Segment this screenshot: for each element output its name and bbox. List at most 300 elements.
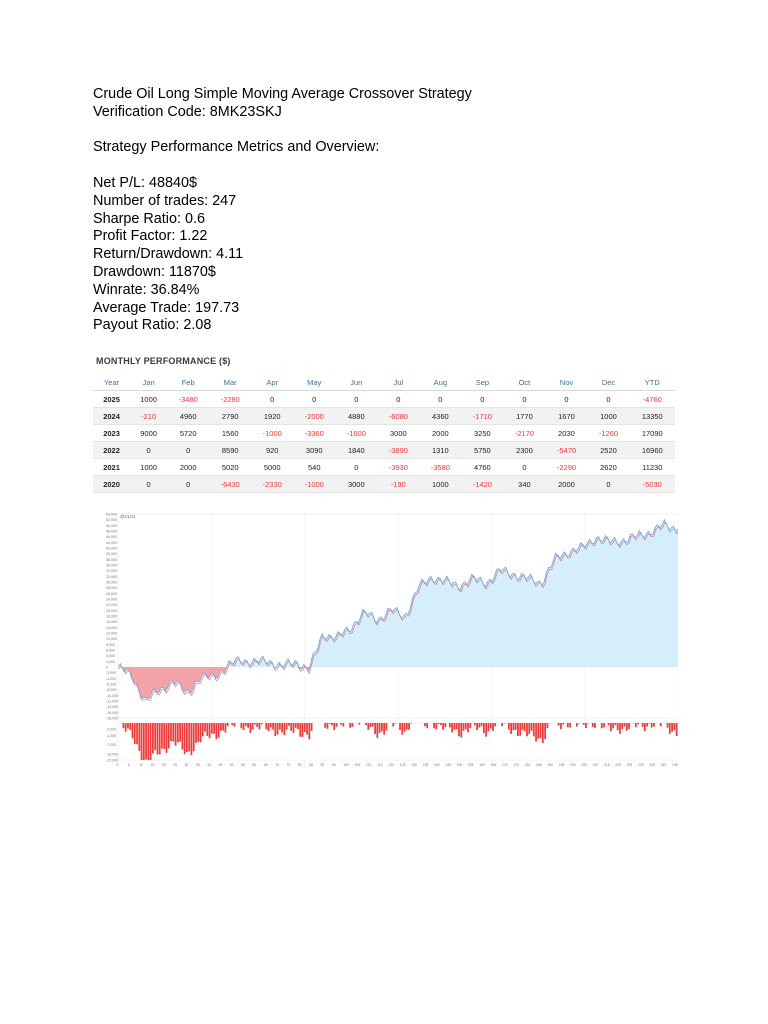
drawdown-bar	[485, 723, 487, 737]
y-tick-label: 48,000	[106, 529, 117, 534]
value-cell: 9000	[130, 425, 167, 442]
x-tick-label: 70	[275, 763, 279, 767]
value-cell: -5030	[630, 476, 676, 493]
drawdown-bar	[601, 723, 603, 728]
x-tick-label: 20	[161, 763, 166, 767]
value-cell: 1770	[503, 408, 545, 425]
drawdown-bar	[547, 723, 549, 728]
drawdown-bar	[127, 723, 129, 728]
drawdown-bar	[671, 723, 673, 732]
drawdown-bar	[374, 723, 376, 734]
value-cell: 0	[587, 391, 629, 408]
y-tick-label: 28,000	[106, 586, 117, 591]
x-tick-label: 75	[286, 763, 291, 767]
value-cell: 5000	[251, 459, 293, 476]
value-cell: -1710	[461, 408, 503, 425]
drawdown-bar	[463, 723, 465, 731]
value-cell: 0	[545, 391, 587, 408]
drawdown-bar	[125, 723, 127, 732]
y-tick-label: 6,000	[106, 648, 115, 653]
drawdown-bar	[619, 723, 621, 734]
value-cell: 4760	[461, 459, 503, 476]
drawdown-bar	[290, 723, 292, 731]
drawdown-bar	[297, 723, 299, 729]
value-cell: -1260	[587, 425, 629, 442]
x-tick-label: 140	[433, 763, 440, 767]
drawdown-bar	[376, 723, 378, 738]
y-tick-label: -6,000	[106, 682, 117, 687]
value-cell: 1310	[419, 442, 461, 459]
value-cell: 1000	[587, 408, 629, 425]
x-tick-label: 60	[252, 763, 257, 767]
value-cell: 0	[130, 442, 167, 459]
value-cell: 4360	[419, 408, 461, 425]
drawdown-bar	[465, 723, 467, 729]
drawdown-bar	[145, 723, 147, 759]
drawdown-bar	[277, 723, 279, 735]
value-cell: 1000	[419, 476, 461, 493]
drawdown-bar	[476, 723, 478, 730]
metrics-list	[93, 175, 472, 335]
value-cell: -2000	[293, 408, 335, 425]
y-tick-label: 44,000	[106, 540, 117, 545]
table-row	[93, 459, 675, 476]
column-header: Jan	[130, 374, 167, 391]
drawdown-bar	[531, 723, 533, 731]
value-cell: 2000	[167, 459, 209, 476]
drawdown-bar	[533, 723, 535, 736]
drawdown-bar	[197, 723, 199, 742]
column-header: Mar	[209, 374, 251, 391]
drawdown-bar	[426, 723, 428, 728]
drawdown-bar	[218, 723, 220, 738]
drawdown-bar	[215, 723, 217, 739]
x-tick-label: 160	[479, 763, 485, 767]
drawdown-bar	[274, 723, 276, 736]
drawdown-bar	[592, 723, 594, 727]
x-tick-label: 25	[173, 763, 177, 767]
metric-line: Payout Ratio: 2.08	[93, 317, 212, 334]
drawdown-bar	[245, 723, 247, 726]
drawdown-bar	[399, 723, 401, 730]
metric-line: Number of trades: 247	[93, 192, 237, 209]
x-tick-label: 80	[297, 763, 302, 767]
verification-code: Verification Code: 8MK23SKJ	[93, 103, 282, 120]
drawdown-bar	[157, 723, 159, 754]
value-cell: 5720	[167, 425, 209, 442]
metric-line: Return/Drawdown: 4.11	[93, 246, 244, 263]
drawdown-bar	[188, 723, 190, 751]
drawdown-bar	[143, 723, 145, 760]
x-tick-label: 100	[343, 763, 349, 767]
drawdown-bar	[406, 723, 408, 730]
y-tick-label: -18,000	[106, 716, 119, 721]
drawdown-bar	[442, 723, 444, 730]
value-cell: 1920	[251, 408, 293, 425]
drawdown-bar	[352, 723, 354, 727]
equity-drawdown-chart	[106, 510, 678, 770]
y-tick-label: 20,000	[106, 608, 117, 613]
drawdown-bar	[254, 723, 256, 724]
value-cell: -2290	[545, 459, 587, 476]
drawdown-bar	[175, 723, 177, 746]
drawdown-bar	[676, 723, 678, 736]
y-tick-label: -2,000	[106, 671, 117, 676]
value-cell: 0	[587, 476, 629, 493]
x-tick-label: 215	[603, 763, 610, 767]
drawdown-bar	[424, 723, 426, 726]
drawdown-bar	[202, 723, 204, 736]
drawdown-bar	[147, 723, 149, 760]
drawdown-bar	[408, 723, 410, 730]
drawdown-bar	[621, 723, 623, 729]
drawdown-bar	[517, 723, 519, 736]
drawdown-bar	[490, 723, 492, 728]
value-cell: -4760	[630, 391, 676, 408]
drawdown-bar	[329, 723, 331, 724]
drawdown-bar	[433, 723, 435, 728]
x-tick-label: 120	[388, 763, 395, 767]
value-cell: 2000	[419, 425, 461, 442]
value-cell: 4880	[335, 408, 377, 425]
x-tick-label: 40	[207, 763, 211, 767]
drawdown-bar	[610, 723, 612, 731]
drawdown-bar	[474, 723, 476, 725]
y-tick-label: -10,000	[106, 693, 119, 698]
drawdown-bar	[617, 723, 619, 730]
drawdown-bar	[159, 723, 161, 754]
value-cell: 0	[377, 391, 419, 408]
y-tick-label: 24,000	[106, 597, 117, 602]
drawdown-bar	[401, 723, 403, 735]
y-tick-label: 16,000	[106, 620, 117, 625]
drawdown-bar	[152, 723, 154, 753]
x-tick-label: 90	[320, 763, 325, 767]
drawdown-bar	[508, 723, 510, 729]
value-cell: 2790	[209, 408, 251, 425]
value-cell: 340	[503, 476, 545, 493]
y-tick-label: 4,000	[106, 654, 115, 659]
value-cell: 2300	[503, 442, 545, 459]
drawdown-bar	[395, 723, 397, 724]
drawdown-bar	[304, 723, 306, 732]
x-tick-label: 125	[399, 763, 406, 767]
drawdown-bar	[528, 723, 530, 734]
drawdown-bar	[270, 723, 272, 727]
y-tick-label: 36,000	[106, 563, 117, 568]
drawdown-bar	[200, 723, 202, 742]
drawdown-bar	[585, 723, 587, 728]
column-header: Feb	[167, 374, 209, 391]
drawdown-bar	[327, 723, 329, 729]
drawdown-bar	[265, 723, 267, 729]
y-tick-label: 40,000	[106, 552, 117, 557]
drawdown-bar	[451, 723, 453, 732]
x-tick-label: 150	[456, 763, 463, 767]
y-tick-label: 42,000	[106, 546, 117, 551]
drawdown-bar	[243, 723, 245, 730]
drawdown-y-tick-label: -10,000	[106, 752, 119, 757]
drawdown-bar	[349, 723, 351, 728]
x-tick-label: 10	[139, 763, 143, 767]
strategy-summary	[93, 86, 472, 335]
table-row	[93, 408, 675, 425]
value-cell: -1000	[251, 425, 293, 442]
drawdown-bar	[225, 723, 227, 733]
x-tick-label: 200	[569, 763, 576, 767]
drawdown-bar	[458, 723, 460, 736]
x-tick-label: 0	[116, 763, 119, 767]
y-tick-label: 50,000	[106, 523, 117, 528]
x-tick-label: 110	[365, 763, 372, 767]
drawdown-bar	[211, 723, 213, 734]
x-tick-label: 180	[524, 763, 531, 767]
year-cell: 2020	[93, 476, 130, 493]
drawdown-bar	[460, 723, 462, 738]
drawdown-bar	[524, 723, 526, 731]
drawdown-bar	[193, 723, 195, 751]
drawdown-bar	[336, 723, 338, 727]
drawdown-bar	[372, 723, 374, 727]
year-cell: 2025	[93, 391, 130, 408]
value-cell: 5020	[209, 459, 251, 476]
value-cell: -6430	[209, 476, 251, 493]
value-cell: -2280	[209, 391, 251, 408]
drawdown-bar	[383, 723, 385, 735]
drawdown-bar	[154, 723, 156, 750]
drawdown-bar	[129, 723, 131, 730]
drawdown-y-tick-label: -12,000	[106, 758, 119, 763]
x-tick-label: 220	[615, 763, 621, 767]
value-cell: 13350	[630, 408, 676, 425]
x-tick-label: 5	[127, 763, 130, 767]
value-cell: -3360	[293, 425, 335, 442]
value-cell: 0	[293, 391, 335, 408]
drawdown-bar	[649, 723, 651, 724]
column-header: Jun	[335, 374, 377, 391]
value-cell: -5470	[545, 442, 587, 459]
drawdown-bar	[234, 723, 236, 727]
drawdown-y-tick-label: -7,000	[106, 743, 117, 748]
x-tick-label: 230	[637, 763, 644, 767]
value-cell: 1000	[130, 391, 167, 408]
metric-line: Drawdown: 11870$	[93, 263, 216, 280]
column-header: Dec	[587, 374, 629, 391]
value-cell: 3090	[293, 442, 335, 459]
drawdown-bar	[660, 723, 662, 726]
value-cell: -1600	[335, 425, 377, 442]
drawdown-bar	[123, 723, 125, 728]
drawdown-bar	[150, 723, 152, 760]
x-tick-label: 45	[218, 763, 223, 767]
chart-series-label: @CL01	[120, 514, 136, 519]
drawdown-bar	[295, 723, 297, 728]
drawdown-bar	[134, 723, 136, 744]
y-tick-label: 26,000	[106, 591, 117, 596]
metric-line: Sharpe Ratio: 0.6	[93, 210, 205, 227]
drawdown-bar	[324, 723, 326, 728]
drawdown-bar	[501, 723, 503, 726]
value-cell: 1670	[545, 408, 587, 425]
drawdown-bar	[136, 723, 138, 744]
table-row	[93, 391, 675, 408]
y-tick-label: 8,000	[106, 642, 115, 647]
drawdown-bar	[191, 723, 193, 755]
drawdown-bar	[478, 723, 480, 728]
drawdown-bar	[481, 723, 483, 726]
drawdown-bar	[440, 723, 442, 725]
column-header: Nov	[545, 374, 587, 391]
column-header: Apr	[251, 374, 293, 391]
monthly-performance-title: MONTHLY PERFORMANCE ($)	[96, 356, 231, 366]
drawdown-bar	[342, 723, 344, 727]
value-cell: -2330	[251, 476, 293, 493]
y-tick-label: 14,000	[106, 625, 117, 630]
drawdown-bar	[379, 723, 381, 733]
equity-charts	[106, 510, 678, 770]
value-cell: -3580	[419, 459, 461, 476]
drawdown-bar	[386, 723, 388, 730]
drawdown-bar	[272, 723, 274, 730]
drawdown-bar	[172, 723, 174, 742]
x-tick-label: 15	[150, 763, 155, 767]
drawdown-y-tick-label: -4,000	[106, 733, 117, 738]
drawdown-bar	[170, 723, 172, 741]
value-cell: 16960	[630, 442, 676, 459]
drawdown-bar	[642, 723, 644, 727]
document-title: Crude Oil Long Simple Moving Average Crossover Strategy	[93, 86, 472, 102]
drawdown-bar	[669, 723, 671, 734]
drawdown-bar	[213, 723, 215, 734]
value-cell: 0	[419, 391, 461, 408]
value-cell: 0	[503, 459, 545, 476]
drawdown-bar	[653, 723, 655, 727]
value-cell: -2170	[503, 425, 545, 442]
drawdown-bar	[286, 723, 288, 730]
drawdown-bar	[240, 723, 242, 728]
drawdown-bar	[603, 723, 605, 727]
drawdown-bar	[560, 723, 562, 729]
drawdown-bar	[220, 723, 222, 731]
table-row	[93, 425, 675, 442]
drawdown-bar	[576, 723, 578, 727]
monthly-performance-table	[93, 374, 675, 493]
value-cell: 0	[335, 459, 377, 476]
metric-line: Net P/L: 48840$	[93, 174, 198, 191]
table-header-row	[93, 374, 675, 391]
year-cell: 2023	[93, 425, 130, 442]
y-tick-label: 32,000	[106, 574, 117, 579]
drawdown-bar	[519, 723, 521, 736]
drawdown-bar	[186, 723, 188, 752]
drawdown-bar	[644, 723, 646, 731]
drawdown-bar	[293, 723, 295, 733]
drawdown-bar	[612, 723, 614, 728]
x-tick-label: 185	[535, 763, 542, 767]
column-header: Aug	[419, 374, 461, 391]
value-cell: -1420	[461, 476, 503, 493]
x-tick-label: 115	[377, 763, 383, 767]
drawdown-bar	[222, 723, 224, 731]
value-cell: 17090	[630, 425, 676, 442]
drawdown-bar	[370, 723, 372, 727]
value-cell: 0	[167, 442, 209, 459]
y-tick-label: 30,000	[106, 580, 117, 585]
value-cell: 2030	[545, 425, 587, 442]
drawdown-bar	[392, 723, 394, 726]
drawdown-bar	[494, 723, 496, 726]
drawdown-bar	[161, 723, 163, 749]
x-tick-label: 240	[660, 763, 667, 767]
value-cell: 2520	[587, 442, 629, 459]
drawdown-bar	[404, 723, 406, 732]
y-tick-label: -8,000	[106, 688, 117, 693]
drawdown-bar	[132, 723, 134, 738]
metric-line: Profit Factor: 1.22	[93, 228, 208, 245]
x-tick-label: 50	[229, 763, 234, 767]
year-cell: 2022	[93, 442, 130, 459]
value-cell: 3250	[461, 425, 503, 442]
x-tick-label: 95	[331, 763, 336, 767]
drawdown-bar	[367, 723, 369, 730]
value-cell: 0	[461, 391, 503, 408]
drawdown-bar	[302, 723, 304, 737]
drawdown-bar	[542, 723, 544, 743]
x-tick-label: 175	[513, 763, 519, 767]
value-cell: 1560	[209, 425, 251, 442]
value-cell: 8590	[209, 442, 251, 459]
drawdown-bar	[381, 723, 383, 731]
column-header: Sep	[461, 374, 503, 391]
value-cell: 11230	[630, 459, 676, 476]
value-cell: -190	[377, 476, 419, 493]
drawdown-bar	[512, 723, 514, 730]
drawdown-bar	[340, 723, 342, 725]
x-tick-label: 210	[592, 763, 599, 767]
y-tick-label: 10,000	[106, 637, 117, 642]
drawdown-bar	[435, 723, 437, 729]
drawdown-bar	[608, 723, 610, 725]
drawdown-bar	[166, 723, 168, 753]
drawdown-bar	[141, 723, 143, 760]
column-header: May	[293, 374, 335, 391]
drawdown-bar	[444, 723, 446, 727]
x-tick-label: 155	[467, 763, 474, 767]
value-cell: 1840	[335, 442, 377, 459]
x-tick-label: 195	[558, 763, 565, 767]
drawdown-bar	[651, 723, 653, 727]
value-cell: 2000	[545, 476, 587, 493]
year-cell: 2024	[93, 408, 130, 425]
value-cell: -210	[130, 408, 167, 425]
value-cell: 0	[251, 391, 293, 408]
y-tick-label: 52,000	[106, 518, 117, 523]
x-tick-label: 135	[422, 763, 429, 767]
drawdown-bar	[594, 723, 596, 728]
drawdown-bar	[358, 723, 360, 725]
drawdown-bar	[256, 723, 258, 727]
overview-heading: Strategy Performance Metrics and Overview:	[93, 139, 380, 156]
drawdown-bar	[454, 723, 456, 730]
drawdown-bar	[209, 723, 211, 738]
value-cell: 0	[167, 476, 209, 493]
y-tick-label: 54,000	[106, 512, 117, 517]
x-tick-label: 35	[195, 763, 200, 767]
drawdown-bar	[667, 723, 669, 728]
drawdown-bar	[259, 723, 261, 729]
drawdown-bar	[522, 723, 524, 730]
drawdown-bar	[438, 723, 440, 724]
